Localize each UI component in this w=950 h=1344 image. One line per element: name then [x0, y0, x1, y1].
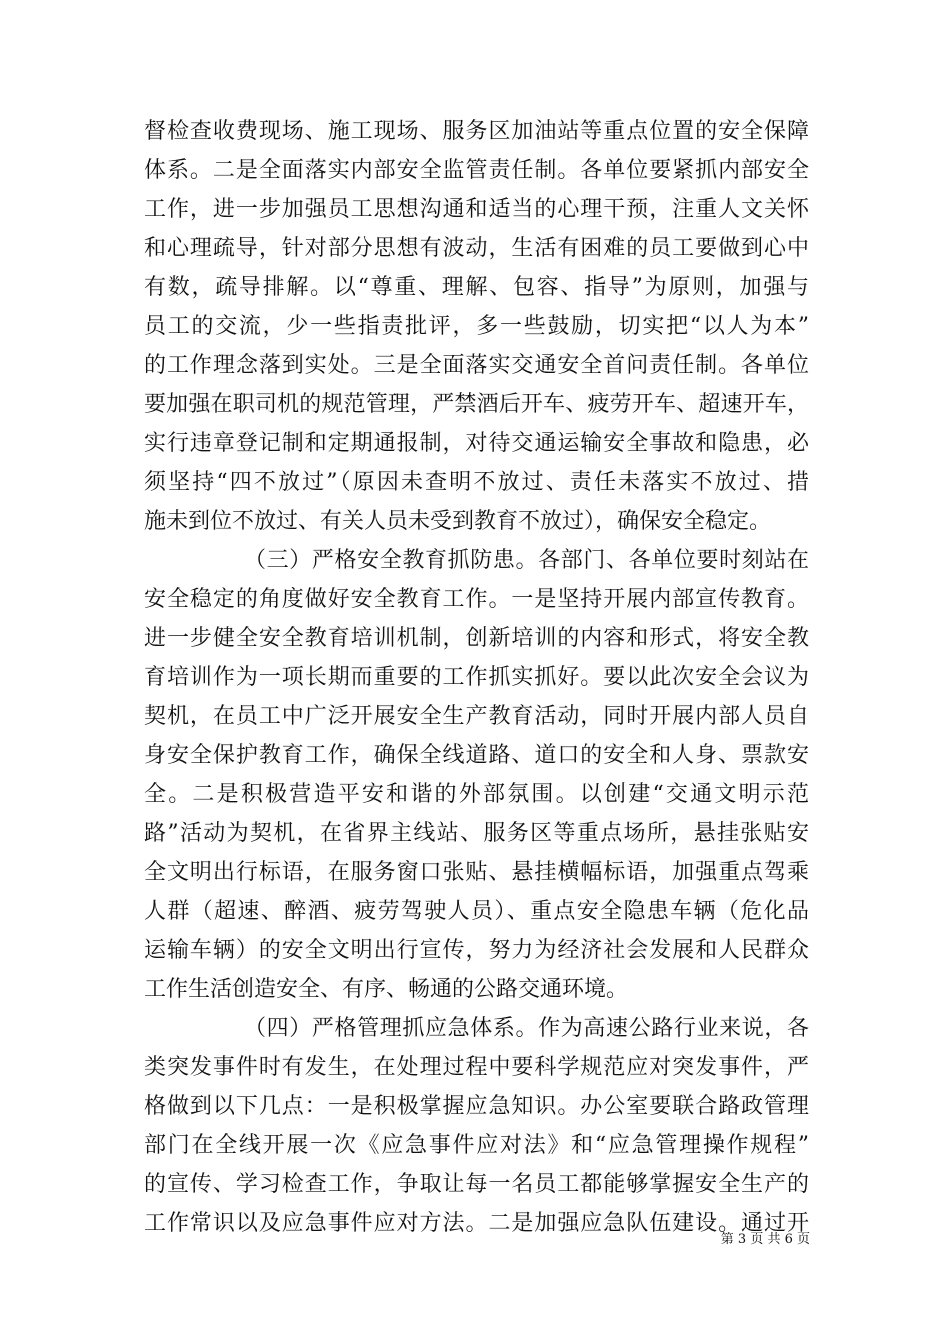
text-line: 运输车辆）的安全文明出行宣传，努力为经济社会发展和人民群众: [144, 938, 809, 963]
text-line: 有数，疏导排解。以“尊重、理解、包容、指导”为原则，加强与: [144, 275, 809, 300]
text-line: 育培训作为一项长期而重要的工作抓实抓好。要以此次安全会议为: [144, 665, 809, 690]
text-line: 工作，进一步加强员工思想沟通和适当的心理干预，注重人文关怀: [144, 197, 809, 222]
text-line: 要加强在职司机的规范管理，严禁酒后开车、疲劳开车、超速开车，: [144, 392, 809, 417]
text-line: 员工的交流，少一些指责批评，多一些鼓励，切实把“以人为本”: [144, 314, 809, 339]
text-line: 人群（超速、醉酒、疲劳驾驶人员）、重点安全隐患车辆（危化品: [144, 899, 809, 924]
text-line: （四）严格管理抓应急体系。作为高速公路行业来说，各: [244, 1016, 809, 1041]
text-line: 部门在全线开展一次《应急事件应对法》和“应急管理操作规程”: [144, 1133, 809, 1158]
text-line: 督检查收费现场、施工现场、服务区加油站等重点位置的安全保障: [144, 119, 809, 144]
text-line: 安全稳定的角度做好安全教育工作。一是坚持开展内部宣传教育。: [144, 587, 809, 612]
text-line: 工作生活创造安全、有序、畅通的公路交通环境。: [144, 977, 629, 1002]
text-line: 路”活动为契机，在省界主线站、服务区等重点场所，悬挂张贴安: [144, 821, 809, 846]
text-line: 的宣传、学习检查工作，争取让每一名员工都能够掌握安全生产的: [144, 1172, 809, 1197]
text-line: 和心理疏导，针对部分思想有波动，生活有困难的员工要做到心中: [144, 236, 809, 261]
text-line: 进一步健全安全教育培训机制，创新培训的内容和形式，将安全教: [144, 626, 809, 651]
text-line: 须坚持“四不放过”（原因未查明不放过、责任未落实不放过、措: [144, 470, 809, 495]
text-line: 全文明出行标语，在服务窗口张贴、悬挂横幅标语，加强重点驾乘: [144, 860, 809, 885]
page-number: 第 3 页 共 6 页: [720, 1232, 810, 1247]
text-line: 的工作理念落到实处。三是全面落实交通安全首问责任制。各单位: [144, 353, 809, 378]
text-line: 实行违章登记制和定期通报制，对待交通运输安全事故和隐患，必: [144, 431, 809, 456]
text-line: 施未到位不放过、有关人员未受到教育不放过），确保安全稳定。: [144, 509, 772, 534]
text-line: （三）严格安全教育抓防患。各部门、各单位要时刻站在: [244, 548, 809, 573]
text-line: 全。二是积极营造平安和谐的外部氛围。以创建“交通文明示范: [144, 782, 809, 807]
text-line: 工作常识以及应急事件应对方法。二是加强应急队伍建设。通过开: [144, 1211, 809, 1236]
text-line: 类突发事件时有发生，在处理过程中要科学规范应对突发事件，严: [144, 1055, 809, 1080]
text-line: 契机，在员工中广泛开展安全生产教育活动，同时开展内部人员自: [144, 704, 809, 729]
text-line: 体系。二是全面落实内部安全监管责任制。各单位要紧抓内部安全: [144, 158, 809, 183]
document-body: [144, 112, 809, 1243]
text-line: 身安全保护教育工作，确保全线道路、道口的安全和人身、票款安: [144, 743, 809, 768]
text-line: 格做到以下几点：一是积极掌握应急知识。办公室要联合路政管理: [144, 1094, 809, 1119]
